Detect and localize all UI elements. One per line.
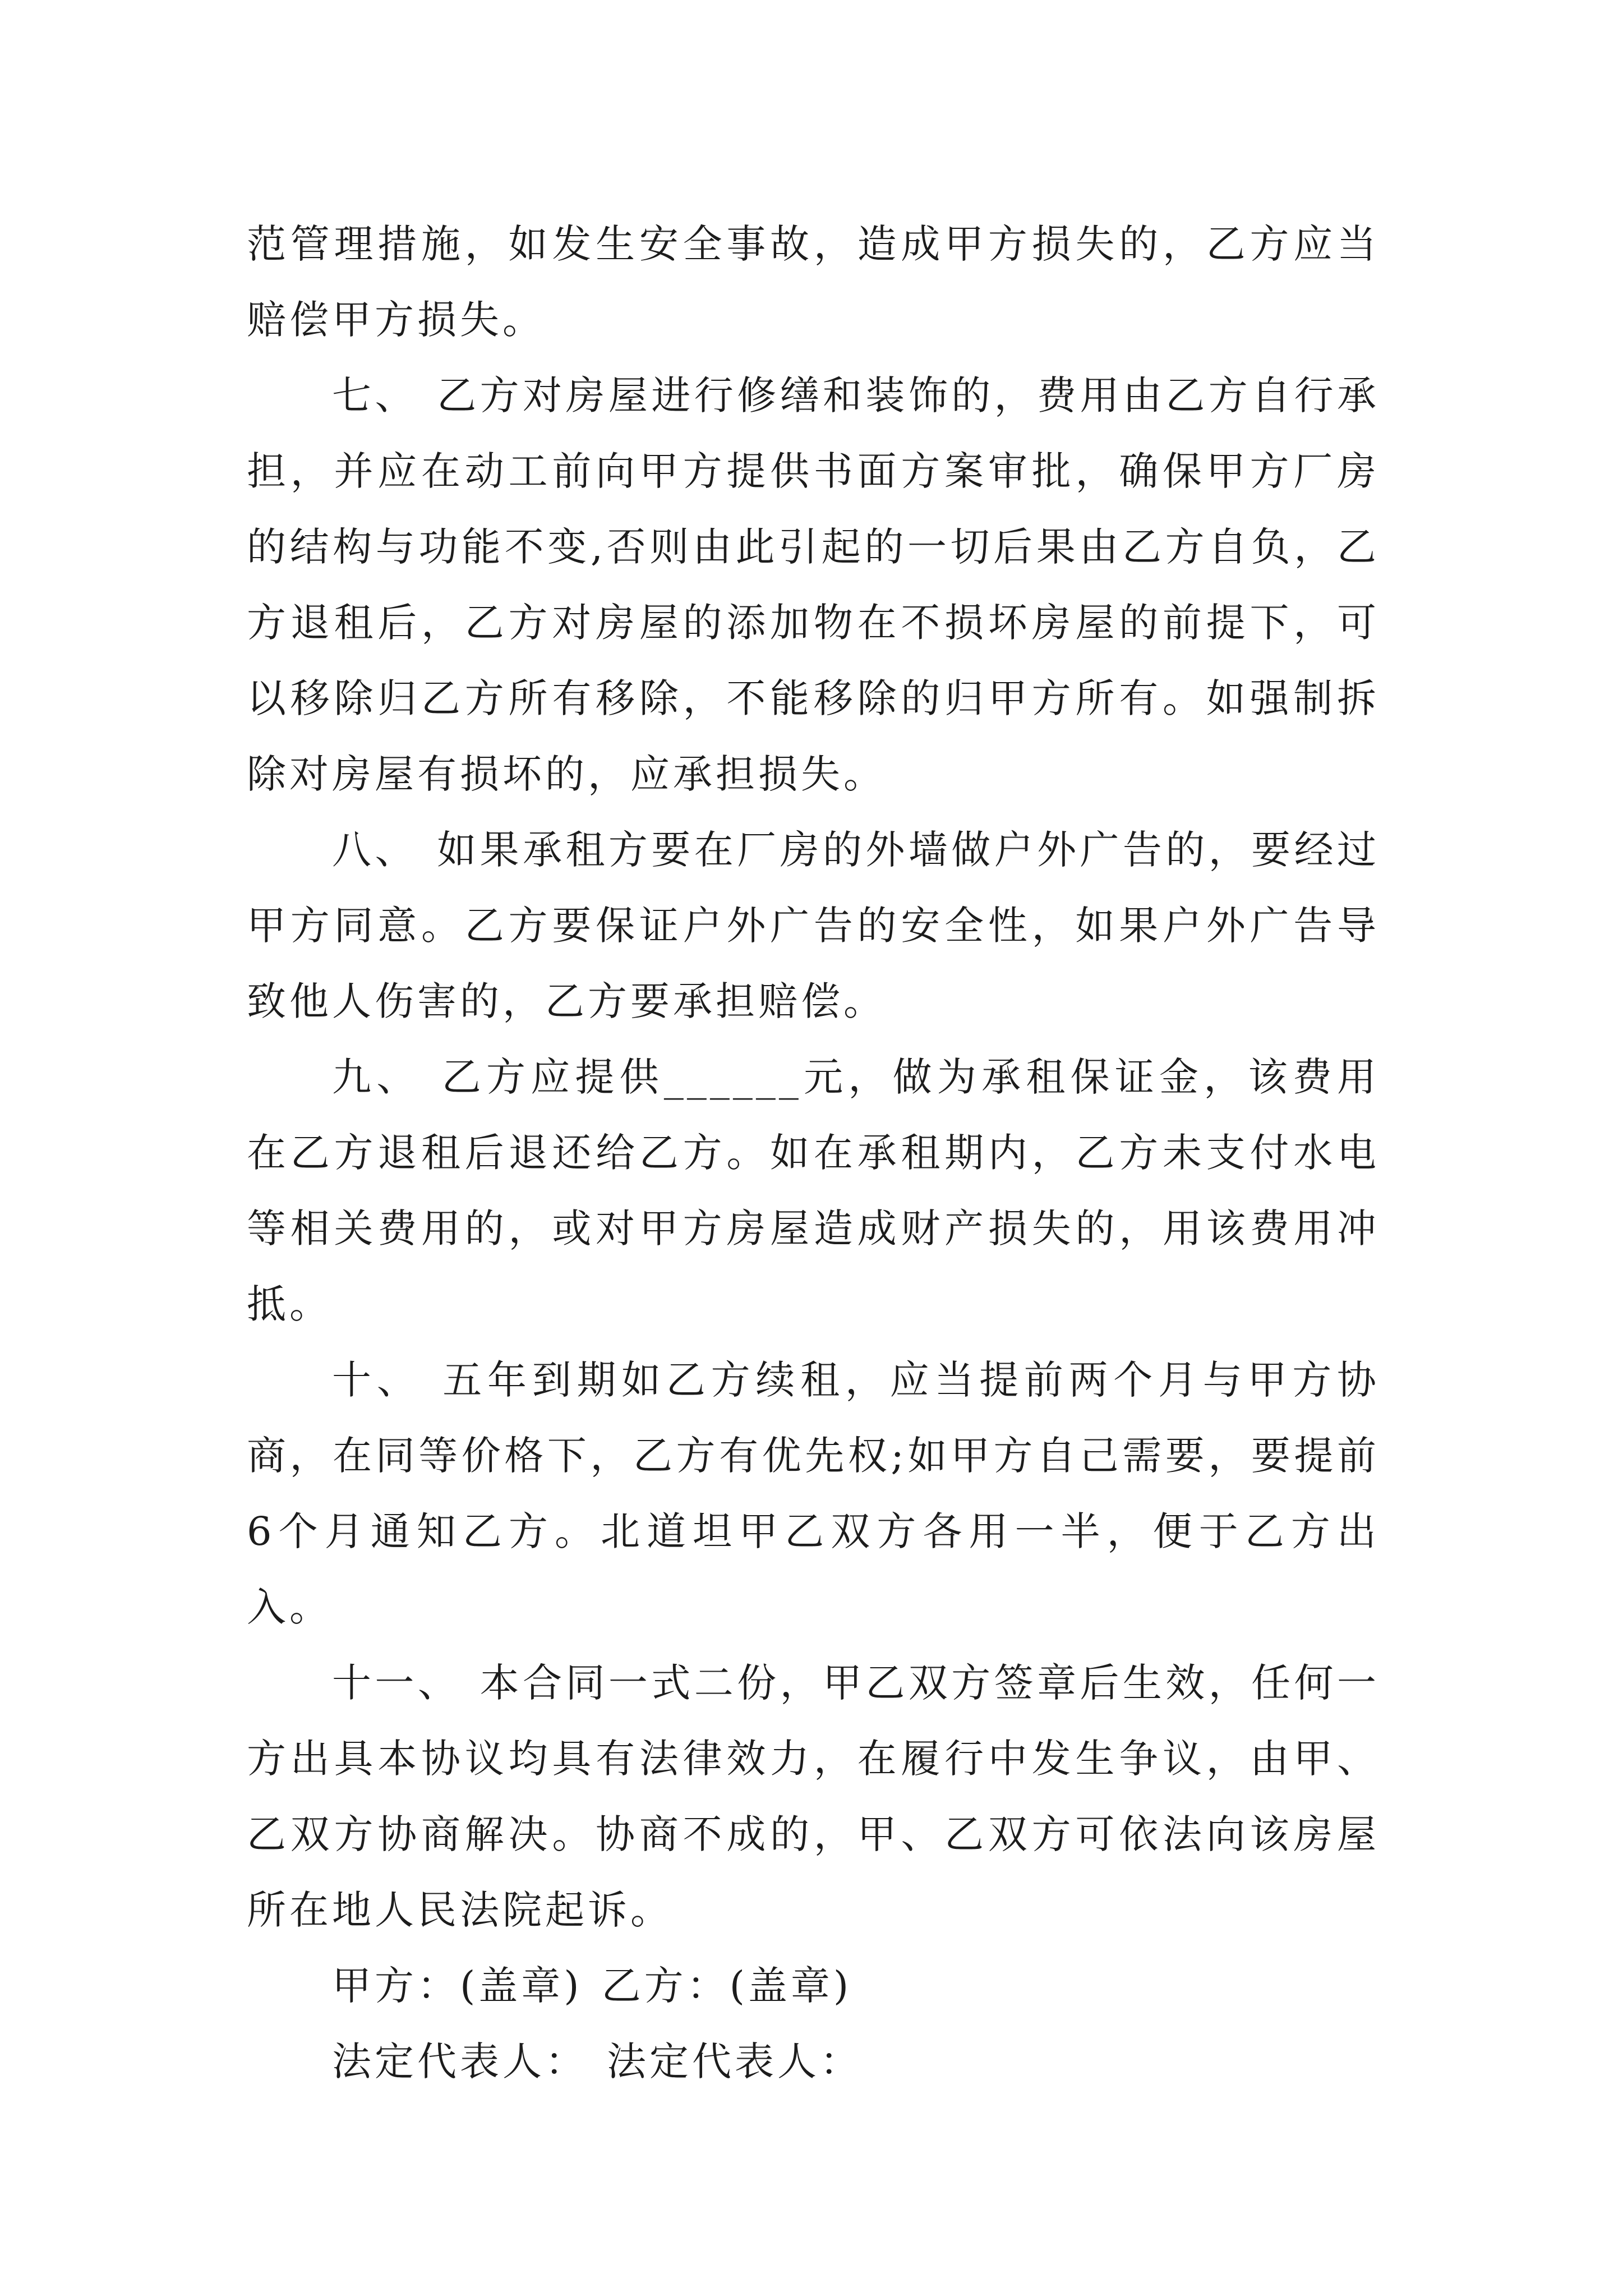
intro-paragraph: 范管理措施，如发生安全事故，造成甲方损失的，乙方应当赔偿甲方损失。 xyxy=(247,221,1380,343)
clause-11-number: 十一、 xyxy=(332,1660,461,1706)
clause-10-number: 十、 xyxy=(332,1357,422,1403)
clause-11-text: 本合同一式二份，甲乙双方签章后生效，任何一方出具本协议均具有法律效力，在履行中发生争议，由甲、乙双方协商解决。协商不成的，甲、乙双方可依法向该房屋所在地人民法院起诉。 xyxy=(247,1660,1380,1933)
clause-8-number: 八、 xyxy=(332,827,418,873)
party-b-representative: 法定代表人： xyxy=(607,2039,863,2085)
seal-line xyxy=(247,1948,1380,2024)
clause-7-number: 七、 xyxy=(332,372,418,418)
clause-8 xyxy=(247,812,1380,1039)
clause-9-text: 乙方应提供______元，做为承租保证金，该费用在乙方退租后退还给乙方。如在承租期内，乙方未支付水电等相关费用的，或对甲方房屋造成财产损失的，用该费用冲抵。 xyxy=(247,1054,1380,1327)
clause-11 xyxy=(247,1645,1380,1948)
party-a-representative: 法定代表人： xyxy=(332,2039,588,2085)
clause-10-text: 五年到期如乙方续租，应当提前两个月与甲方协商，在同等价格下，乙方有优先权;如甲方自己需要，要提前6个月通知乙方。北道坦甲乙双方各用一半，便于乙方出入。 xyxy=(247,1357,1380,1630)
clause-7 xyxy=(247,358,1380,812)
clause-9 xyxy=(247,1039,1380,1342)
clause-8-text: 如果承租方要在厂房的外墙做户外广告的，要经过甲方同意。乙方要保证户外广告的安全性，如果户外广告导致他人伤害的，乙方要承担赔偿。 xyxy=(247,827,1380,1024)
contract-text xyxy=(247,206,1380,2100)
representative-line xyxy=(247,2024,1380,2100)
clause-9-number: 九、 xyxy=(332,1054,421,1100)
clause-7-text: 乙方对房屋进行修缮和装饰的，费用由乙方自行承担，并应在动工前向甲方提供书面方案审批，确保甲方厂房的结构与功能不变,否则由此引起的一切后果由乙方自负，乙方退租后，乙方对房屋的添加物在不损坏房屋的前提下，可以移除归乙方所有移除，不能移除的归甲方所有。如强制拆除对房屋有损坏的，应承担损失。 xyxy=(247,372,1380,797)
clause-10 xyxy=(247,1342,1380,1645)
party-b-seal: 乙方：(盖章) xyxy=(601,1963,852,2009)
party-a-seal: 甲方：(盖章) xyxy=(332,1963,583,2009)
